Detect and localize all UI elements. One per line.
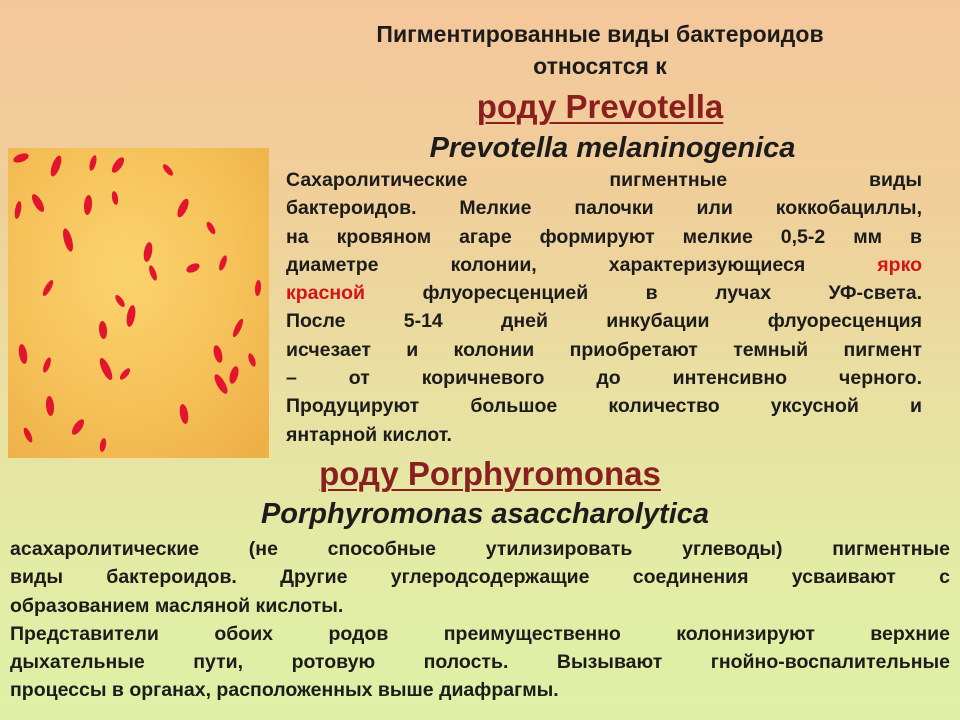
text-line: исчезает и колонии приобретают темный пигмент [286,338,922,361]
text-line: янтарной кислот. [286,423,452,446]
bacteria-micrograph-image [8,148,269,458]
text-line: Продуцируют большое количество уксусной и [286,395,922,418]
text-line: образованием масляной кислоты. [10,594,344,617]
species-prevotella-melaninogenica: Prevotella melaninogenica [429,132,796,164]
text-line: Сахаролитические пигментные виды [286,169,922,191]
text-line-with-highlight [286,251,922,279]
genus-porphyromonas-heading: роду Porphyromonas [319,455,661,492]
slide-title [300,18,900,82]
text-line: диаметре колонии, характеризующиеся [286,253,806,276]
text-line: бактероидов. Мелкие палочки или коккобациллы, [286,197,922,220]
text-line: на кровяном агаре формируют мелкие 0,5-2 мм в [286,225,922,248]
text-line: асахаролитические (не способные утилизировать углеводы) пигментные [10,538,950,560]
species-porphyromonas-asaccharolytica: Porphyromonas asaccharolytica [260,498,710,530]
highlight-krasnoy: красной [286,282,366,305]
text-line: процессы в органах, расположенных выше диафрагмы. [10,679,559,702]
text-line: дыхательные пути, ротовую полость. Вызывают гнойно-воспалительные [10,651,950,674]
title-line-1: Пигментированные виды бактероидов [376,21,824,47]
text-line: виды бактероидов. Другие углеродсодержащие соединения усваивают с [10,566,950,589]
text-line: – от коричневого до интенсивно черного. [286,367,922,390]
text-line: После 5-14 дней инкубации флуоресценция [286,310,922,333]
highlight-yarko: ярко [877,253,923,276]
text-line-with-highlight [286,279,922,307]
title-line-2: относятся к [533,53,667,79]
porphyromonas-description [10,535,950,705]
text-line: Представители обоих родов преимущественно колонизируют верхние [10,622,950,645]
genus-prevotella-heading: роду Prevotella [476,88,724,125]
prevotella-description [286,166,922,449]
text-line: флуоресценцией в лучах УФ-света. [422,282,922,305]
